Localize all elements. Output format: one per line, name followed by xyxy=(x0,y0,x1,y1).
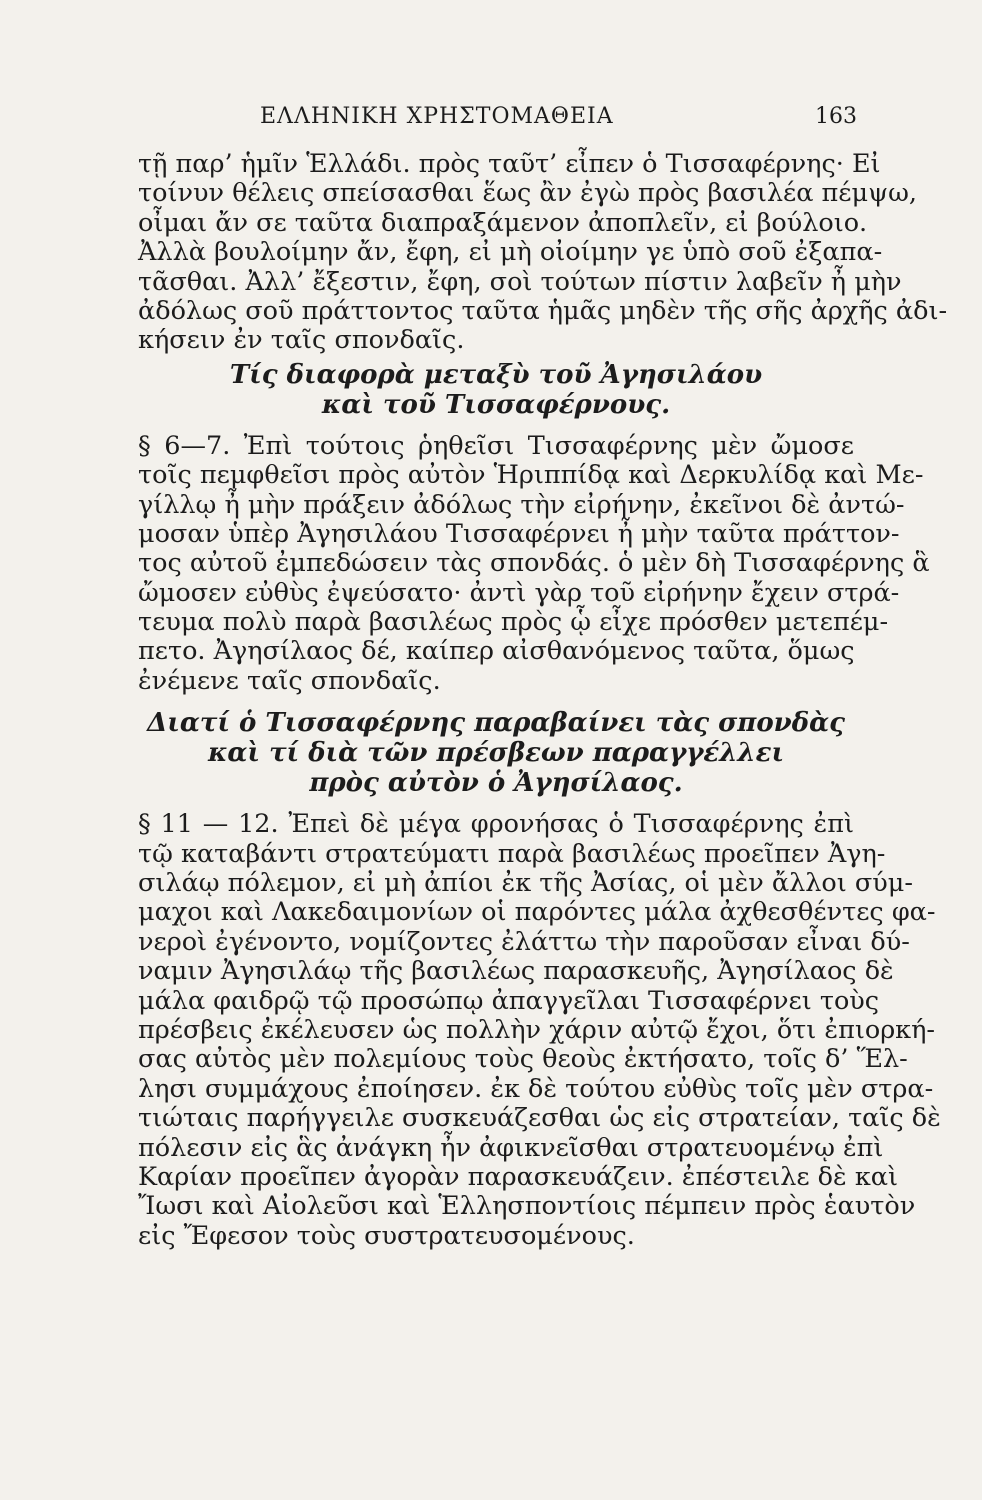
text-line: ἐνέμενε ταῖς σπονδαῖς. xyxy=(138,665,441,696)
text-line: τος αὐτοῦ ἐμπεδώσειν τὰς σπονδάς. ὁ μὲν δὴ Τισσαφέρνης ἃ xyxy=(138,548,930,579)
text-line: § 6—7. Ἐπὶ τούτοις ῥηθεῖσι Τισσαφέρνης μὲν ὤμοσε xyxy=(138,430,854,461)
text-line: Ἀλλὰ βουλοίμην ἄν, ἔφη, εἰ μὴ οἰοίμην γε ὑπὸ σοῦ ἐξαπα- xyxy=(138,237,883,268)
text-line: Καρίαν προεῖπεν ἀγορὰν παρασκευάζειν. ἐπέστειλε δὲ καὶ xyxy=(138,1161,898,1192)
text-line: ναμιν Ἀγησιλάῳ τῆς βασιλέως παρασκευῆς, Ἀγησίλαος δὲ xyxy=(138,956,894,987)
text-line: τῇ παρ’ ἡμῖν Ἑλλάδι. πρὸς ταῦτ’ εἶπεν ὁ Τισσαφέρνης· Εἰ xyxy=(138,149,881,179)
heading-line: καὶ τοῦ Τισσαφέρνους. xyxy=(321,389,671,420)
text-line: τευμα πολὺ παρὰ βασιλέως πρὸς ᾧ εἶχε πρόσθεν μετεπέμ- xyxy=(138,607,889,638)
text-line: πρέσβεις ἐκέλευσεν ὡς πολλὴν χάριν αὐτῷ ἔχοι, ὅτι ἐπιορκή- xyxy=(138,1014,936,1045)
text-line: Ἴωσι καὶ Αἰολεῦσι καὶ Ἑλλησποντίοις πέμπειν πρὸς ἑαυτὸν xyxy=(138,1191,916,1222)
text-line: μοσαν ὑπὲρ Ἀγησιλάου Τισσαφέρνει ἦ μὴν ταῦτα πράττον- xyxy=(138,518,900,549)
text-line: τιώταις παρήγγειλε συσκευάζεσθαι ὡς εἰς στρατείαν, ταῖς δὲ xyxy=(138,1103,941,1134)
page-number: 163 xyxy=(815,104,857,129)
text-line: ἀδόλως σοῦ πράττοντος ταῦτα ἡμᾶς μηδὲν τῆς σῆς ἀρχῆς ἀδι- xyxy=(138,295,948,326)
text-line: ὤμοσεν εὐθὺς ἐψεύσατο· ἀντὶ γὰρ τοῦ εἰρήνην ἔχειν στρά- xyxy=(138,577,900,608)
heading-line: Τίς διαφορὰ μεταξὺ τοῦ Ἀγησιλάου xyxy=(229,359,763,390)
text-line: λησι συμμάχους ἐποίησεν. ἐκ δὲ τούτου εὐθὺς τοῖς μὲν στρα- xyxy=(138,1073,934,1104)
text-line: § 11 — 12. Ἐπεὶ δὲ μέγα φρονήσας ὁ Τισσαφέρνης ἐπὶ xyxy=(138,809,854,840)
text-line: πόλεσιν εἰς ἃς ἀνάγκη ἦν ἀφικνεῖσθαι στρατευομένῳ ἐπὶ xyxy=(138,1132,884,1163)
text-line: πετο. Ἀγησίλαος δέ, καίπερ αἰσθανόμενος ταῦτα, ὅμως xyxy=(138,636,855,667)
heading-line: Διατί ὁ Τισσαφέρνης παραβαίνει τὰς σπονδὰς xyxy=(147,708,845,739)
text-line: νεροὶ ἐγένοντο, νομίζοντες ἐλάττω τὴν παροῦσαν εἶναι δύ- xyxy=(138,926,910,957)
text-line: εἰς Ἔφεσον τοὺς συστρατευσομένους. xyxy=(138,1220,635,1251)
text-line: μαχοι καὶ Λακεδαιμονίων οἱ παρόντες μάλα ἀχθεσθέντες φα- xyxy=(138,897,936,928)
paragraph-1 xyxy=(138,149,948,356)
text-line: τοίνυν θέλεις σπείσασθαι ἕως ἂν ἐγὼ πρὸς βασιλέα πέμψω, xyxy=(138,178,917,209)
text-line: τοῖς πεμφθεῖσι πρὸς αὐτὸν Ἡριππίδᾳ καὶ Δερκυλίδᾳ καὶ Με- xyxy=(138,460,924,491)
text-line: σιλάῳ πόλεμον, εἰ μὴ ἀπίοι ἐκ τῆς Ἀσίας, οἱ μὲν ἄλλοι σύμ- xyxy=(138,868,913,899)
text-block xyxy=(138,149,948,1251)
text-line: οἶμαι ἄν σε ταῦτα διαπραξάμενον ἀποπλεῖν, εἰ βούλοιο. xyxy=(138,207,868,238)
heading-line: πρὸς αὐτὸν ὁ Ἀγησίλαος. xyxy=(309,768,683,799)
text-line: μάλα φαιδρῷ τῷ προσώπῳ ἀπαγγεῖλαι Τισσαφέρνει τοὺς xyxy=(138,985,880,1016)
text-line: τᾶσθαι. Ἀλλ’ ἔξεστιν, ἔφη, σοὶ τούτων πίστιν λαβεῖν ἦ μὴν xyxy=(138,266,902,297)
text-line: γίλλῳ ἦ μὴν πράξειν ἀδόλως τὴν εἰρήνην, ἐκεῖνοι δὲ ἀντώ- xyxy=(138,489,905,520)
paragraph-3 xyxy=(138,809,941,1251)
heading-line: καὶ τί διὰ τῶν πρέσβεων παραγγέλλει xyxy=(207,738,785,769)
paragraph-2 xyxy=(138,430,930,697)
section-heading-1 xyxy=(138,360,854,420)
text-line: κήσειν ἐν ταῖς σπονδαῖς. xyxy=(138,325,465,356)
section-heading-2 xyxy=(138,708,854,798)
text-line: τῷ καταβάντι στρατεύματι παρὰ βασιλέως προεῖπεν Ἀγη- xyxy=(138,838,886,869)
text-line: σας αὐτὸς μὲν πολεμίους τοὺς θεοὺς ἐκτήσατο, τοῖς δ’ Ἕλ- xyxy=(138,1044,908,1075)
running-title: ΕΛΛΗΝΙΚΗ ΧΡΗΣΤΟΜΑΘΕΙΑ xyxy=(260,104,614,129)
